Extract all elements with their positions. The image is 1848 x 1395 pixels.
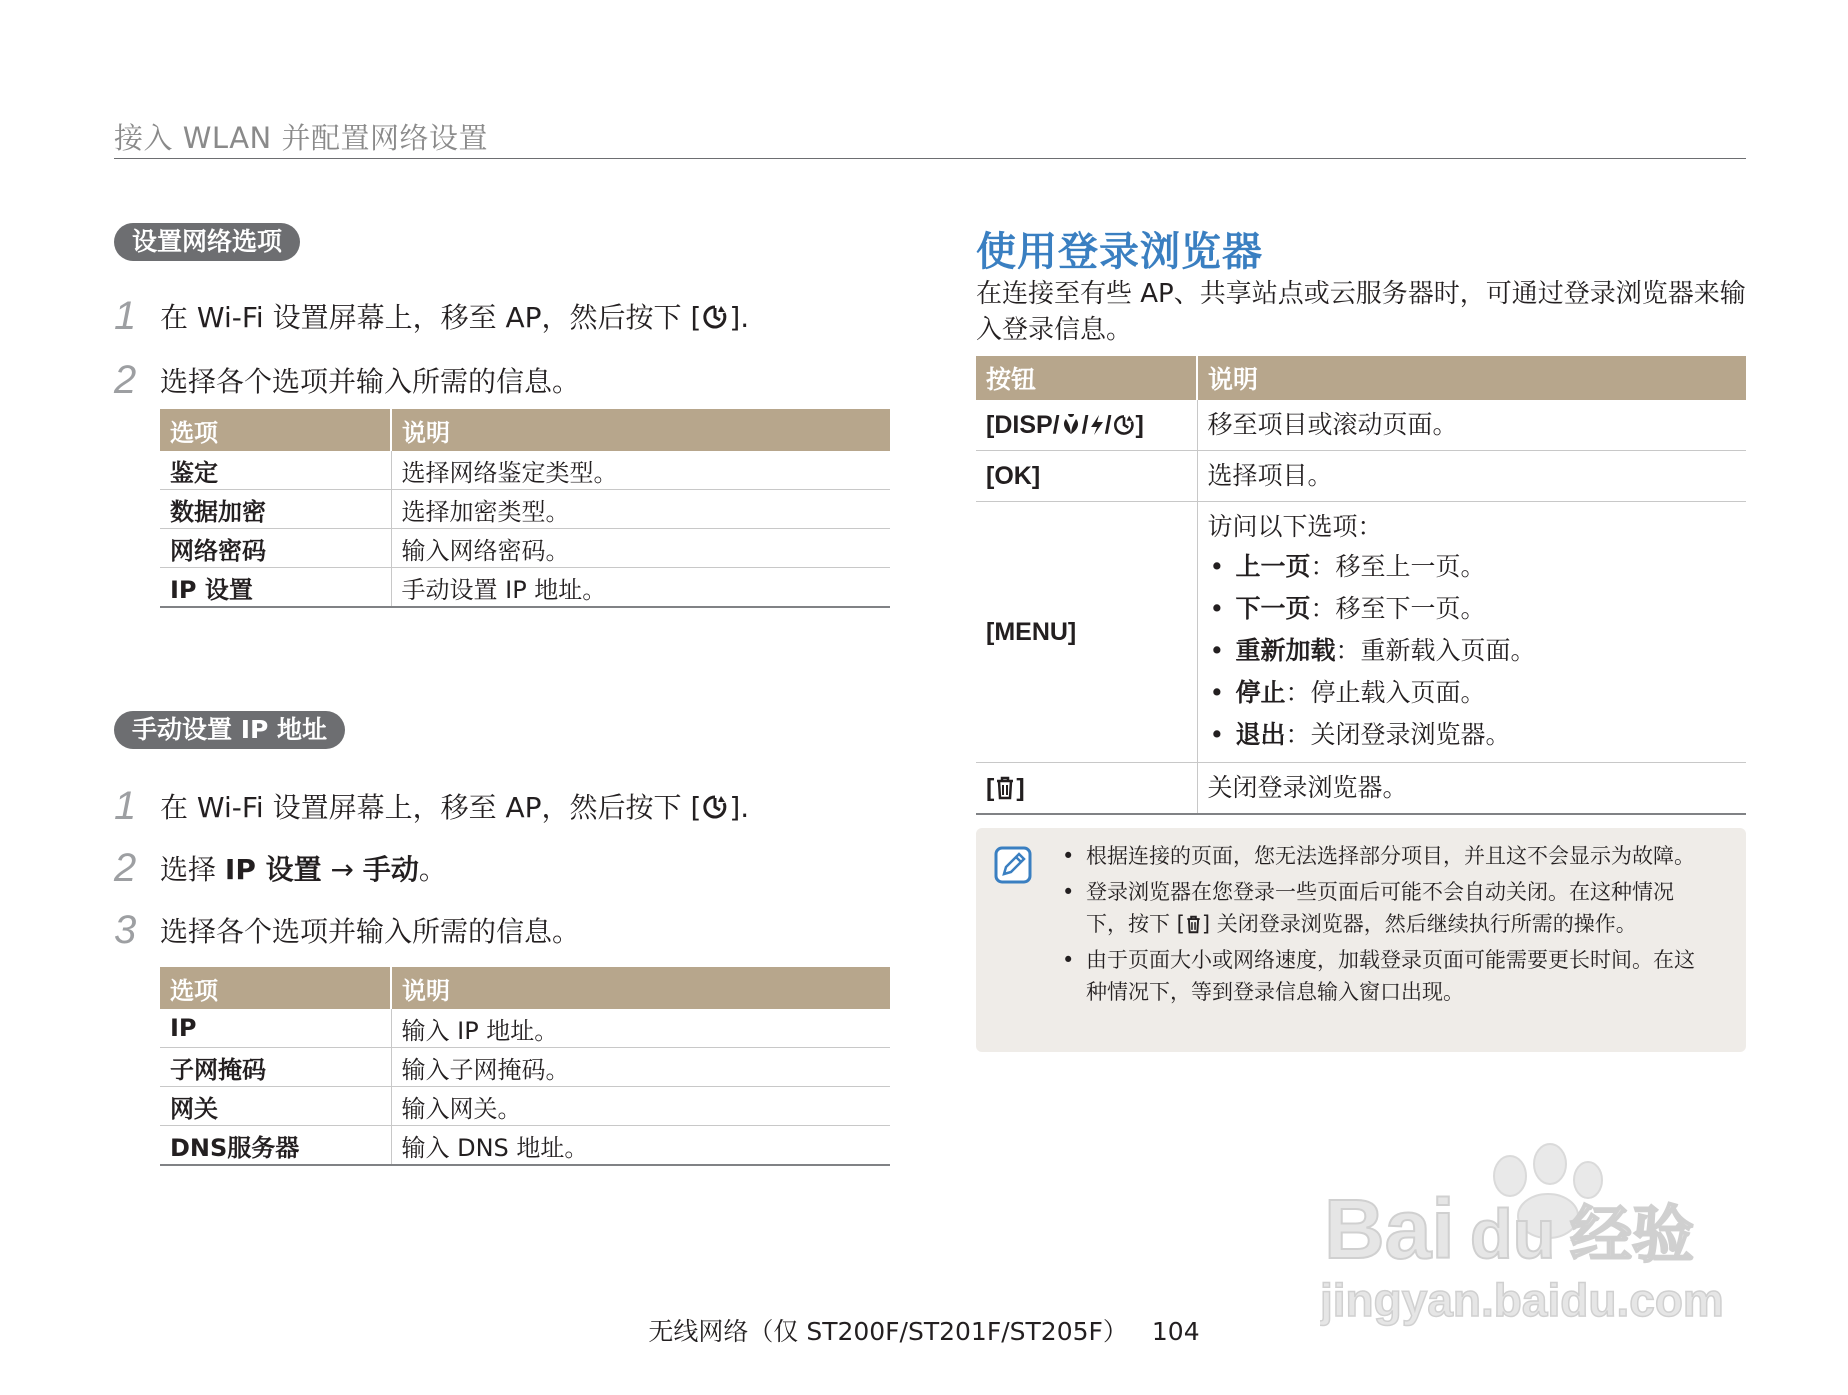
step-number: 1 [114,783,137,828]
timer-icon [701,303,729,331]
step-2 [114,845,447,891]
option-name: 子网掩码 [160,1048,391,1087]
baidu-watermark [1320,1140,1750,1340]
table-row [160,568,890,608]
button-description: 关闭登录浏览器。 [1197,763,1746,815]
button-description [1197,502,1746,763]
option-name: 鉴定 [160,451,391,490]
col-header-option: 选项 [160,967,391,1009]
col-header-option: 选项 [160,409,391,451]
note-box [976,828,1746,1052]
note-icon [994,846,1032,884]
delete-icon [994,776,1016,800]
table-row [160,529,890,568]
table-row [160,451,890,490]
step-text: 选择 IP 设置 → 手动。 [160,853,447,886]
page-header [114,116,1746,159]
step-text: 选择各个选项并输入所需的信息。 [160,365,581,398]
table-row [160,1126,890,1166]
table-row [976,763,1746,815]
option-description: 输入 DNS 地址。 [391,1126,890,1166]
note-list [1062,840,1712,1012]
table-row [160,1048,890,1087]
step-2 [114,357,580,403]
table-row [160,1087,890,1126]
section-title-network-options: 设置网络选项 [114,223,300,261]
col-header-description: 说明 [1197,356,1746,400]
option-description: 选择网络鉴定类型。 [391,451,890,490]
button-key: [OK] [976,451,1197,502]
step-1 [114,293,749,339]
step-text: 选择各个选项并输入所需的信息。 [160,915,581,948]
table-header-row [160,967,890,1009]
option-description: 输入网络密码。 [391,529,890,568]
timer-icon [701,793,729,821]
section-title-manual-ip: 手动设置 IP 地址 [114,711,345,749]
menu-options-list [1208,546,1737,756]
table-row [976,451,1746,502]
note-item: • 登录浏览器在您登录一些页面后可能不会自动关闭。在这种情况下，按下 [ ] 关闭登录浏览器，然后继续执行所需的操作。 [1062,876,1712,940]
step-number: 2 [114,357,137,402]
list-item: • 退出：关闭登录浏览器。 [1208,714,1737,756]
step-number: 1 [114,293,137,338]
option-name: IP [160,1009,391,1048]
table-row [160,1009,890,1048]
table-header-row [160,409,890,451]
button-key: [DISP/ / / ] [976,400,1197,451]
network-options-table [160,409,890,608]
ip-options-table [160,967,890,1166]
list-item: • 停止：停止载入页面。 [1208,672,1737,714]
watermark-url: jingyan.baidu.com [1320,1274,1724,1326]
page-number: 104 [1151,1317,1200,1346]
option-name: 网络密码 [160,529,391,568]
option-name: DNS服务器 [160,1126,391,1166]
option-name: 网关 [160,1087,391,1126]
button-description: 移至项目或滚动页面。 [1197,400,1746,451]
button-description: 选择项目。 [1197,451,1746,502]
intro-paragraph: 在连接至有些 AP、共享站点或云服务器时，可通过登录浏览器来输入登录信息。 [976,279,1746,345]
step-number: 2 [114,845,137,890]
flash-icon [1089,414,1105,436]
col-header-description: 说明 [391,967,890,1009]
list-item: • 下一页：移至下一页。 [1208,588,1737,630]
page-header-title: 接入 WLAN 并配置网络设置 [114,121,488,155]
col-header-button: 按钮 [976,356,1197,400]
button-table [976,356,1746,815]
step-number: 3 [114,907,137,952]
step-1 [114,783,749,829]
col-header-description: 说明 [391,409,890,451]
table-header-row [976,356,1746,400]
option-description: 输入 IP 地址。 [391,1009,890,1048]
section-heading-login-browser: 使用登录浏览器 [976,229,1263,275]
option-description: 选择加密类型。 [391,490,890,529]
option-description: 输入子网掩码。 [391,1048,890,1087]
table-row [976,400,1746,451]
footer-text: 无线网络（仅 ST200F/ST201F/ST205F） [648,1317,1128,1346]
note-item: • 根据连接的页面，您无法选择部分项目，并且这不会显示为故障。 [1062,840,1712,872]
option-description: 输入网关。 [391,1087,890,1126]
option-name: 数据加密 [160,490,391,529]
step-3 [114,907,580,953]
list-item: • 上一页：移至上一页。 [1208,546,1737,588]
button-key: [ ] [976,763,1197,815]
timer-icon [1112,413,1136,437]
watermark-brand2: du [1470,1195,1556,1273]
note-item: • 由于页面大小或网络速度，加载登录页面可能需要更长时间。在这种情况下，等到登录信息输入窗口出现。 [1062,944,1712,1008]
list-item: • 重新加载：重新载入页面。 [1208,630,1737,672]
table-row [160,490,890,529]
watermark-cn: 经验 [1570,1198,1695,1271]
button-key: [MENU] [976,502,1197,763]
menu-lead: 访问以下选项： [1207,512,1383,541]
option-description: 手动设置 IP 地址。 [391,568,890,608]
option-name: IP 设置 [160,568,391,608]
watermark-brand: Bai [1324,1182,1455,1276]
step-text: 在 Wi-Fi 设置屏幕上，移至 AP，然后按下 [ ]. [160,301,750,334]
macro-icon [1060,414,1082,436]
table-row [976,502,1746,763]
step-text: 在 Wi-Fi 设置屏幕上，移至 AP，然后按下 [ ]. [160,791,750,824]
delete-icon [1185,915,1202,934]
